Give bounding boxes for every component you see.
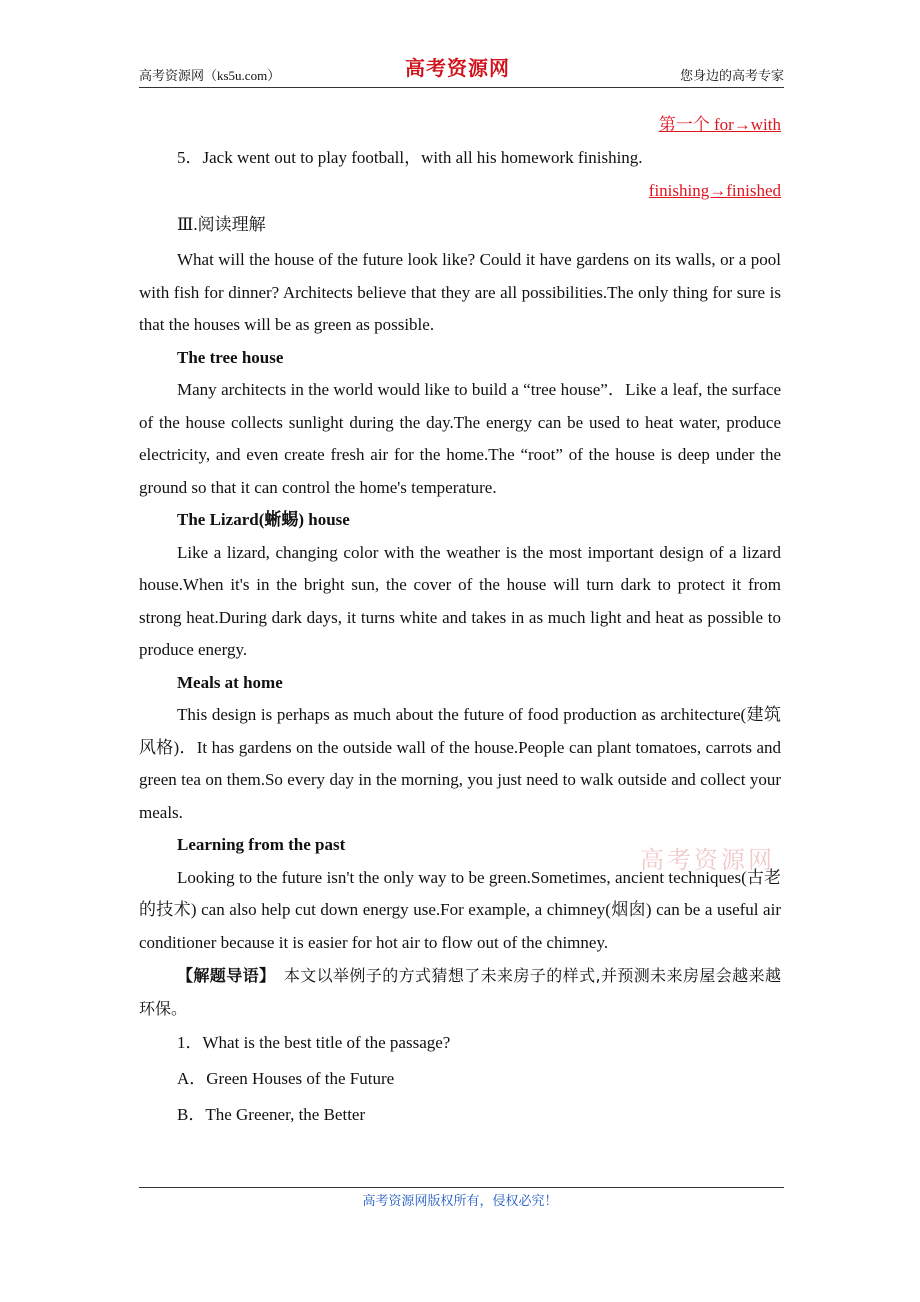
subheading-lizard-house: The Lizard(蜥蜴) house (177, 510, 350, 529)
footer-copyright: 高考资源网版权所有，侵权必究！ (362, 1193, 558, 1208)
paragraph-tree-house: Many architects in the world would like to build a “tree house”．Like a leaf, the surface of the house collects sunlight during the day.The energy can be used to heat water, produce electricity, and even create fresh air for the home.The “root” of the house is deep under the ground so that it can control the home's temperature. (139, 380, 781, 497)
header-slogan: 您身边的高考专家 (679, 68, 784, 83)
passage-intro: What will the house of the future look like? Could it have gardens on its walls, or a pool with fish for dinner? Architects believe that they are all possibilities.The only thing for sure is that the houses will be as green as possible. (139, 250, 781, 334)
header-logo: 高考资源网 (405, 56, 510, 80)
document-body (139, 110, 781, 1133)
question-1-option-a: A．Green Houses of the Future (177, 1069, 395, 1088)
header-site-name: 高考资源网（ks5u.com） (139, 68, 281, 83)
question-1-option-b: B．The Greener, the Better (177, 1105, 366, 1124)
subheading-past: Learning from the past (177, 835, 346, 854)
exercise-item-5: 5．Jack went out to play football，with all his homework finishing. (177, 148, 643, 167)
subheading-meals: Meals at home (177, 672, 283, 692)
header-divider (139, 87, 784, 88)
page-header (139, 52, 784, 88)
correction-answer-5: finishing→finished (648, 181, 781, 200)
paragraph-past: Looking to the future isn't the only way to be green.Sometimes, ancient techniques(古老的技术) can also help cut down energy use.For example, a chimney(烟囱) can be a useful air conditioner because it is easier for hot air to flow out of the chimney. (139, 867, 781, 952)
subheading-tree-house: The tree house (177, 347, 284, 367)
guide-label: 【解题导语】 (177, 966, 268, 985)
watermark: 高考资源网 (640, 846, 775, 874)
section-title: Ⅲ.阅读理解 (177, 215, 266, 234)
question-1-stem: 1．What is the best title of the passage? (177, 1033, 451, 1052)
footer-divider (139, 1187, 784, 1188)
paragraph-lizard-house: Like a lizard, changing color with the weather is the most important design of a lizard house.When it's in the bright sun, the cover of the house will turn dark to protect it from strong heat.During dark days, it turns white and takes in as much light and heat as possible to produce energy. (139, 542, 781, 659)
solution-guide (139, 959, 781, 1025)
correction-answer-4: 第一个 for→with (658, 115, 781, 134)
guide-text: 本文以举例子的方式猜想了未来房子的样式,并预测未来房屋会越来越环保。 (139, 966, 781, 1018)
paragraph-meals: This design is perhaps as much about the future of food production as architecture(建筑风格)．It has gardens on the outside wall of the house.People can plant tomatoes, carrots and green tea on them.So every day in the morning, you just need to walk outside and collect your meals. (139, 705, 781, 822)
